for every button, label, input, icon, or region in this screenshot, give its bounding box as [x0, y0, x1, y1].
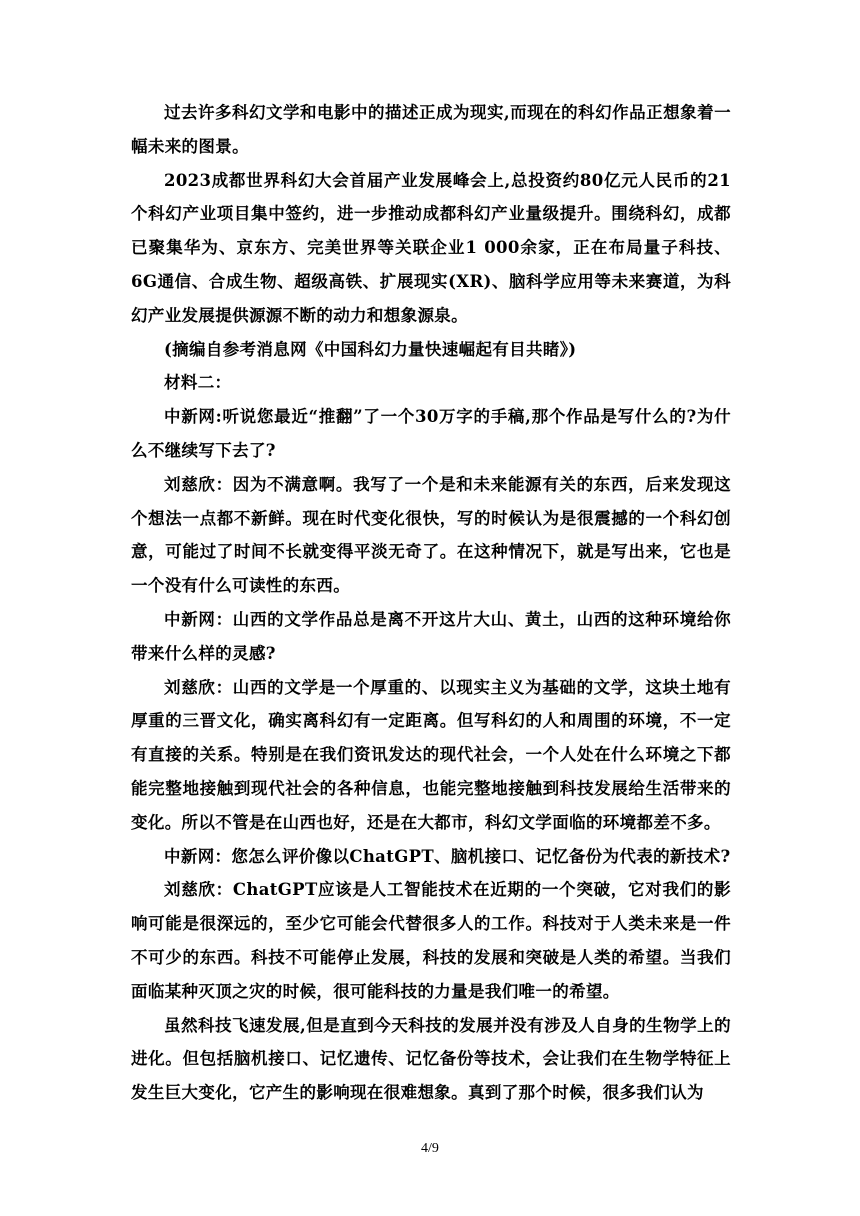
paragraph: 中新网：您怎么评价像以ChatGPT、脑机接口、记忆备份为代表的新技术?: [164, 846, 731, 866]
paragraph: 虽然科技飞速发展,但是直到今天科技的发展并没有涉及人自身的生物学上的进化。但包括脑机接口、记忆遗传、记忆备份等技术，会让我们在生物学特征上发生巨大变化，它产生的影响现在很难想象。真到了那个时候，很多我们认为: [131, 1015, 731, 1103]
paragraph: 中新网:听说您最近“推翻”了一个30万字的手稿,那个作品是写什么的?为什么不继续写下去了?: [131, 407, 731, 460]
paragraph: 刘慈欣：ChatGPT应该是人工智能技术在近期的一个突破，它对我们的影响可能是很深远的，至少它可能会代替很多人的工作。科技对于人类未来是一件不可少的东西。科技不可能停止发展，科技的发展和突破是人类的希望。当我们面临某种灭顶之灾的时候，很可能科技的力量是我们唯一的希望。: [131, 880, 731, 1001]
paragraph: 2023成都世界科幻大会首届产业发展峰会上,总投资约80亿元人民币的21个科幻产业项目集中签约，进一步推动成都科幻产业量级提升。围绕科幻，成都已聚集华为、京东方、完美世界等关联企业1 000余家，正在布局量子科技、6G通信、合成生物、超级高铁、扩展现实(XR)、脑科学应用等未来赛道，为科幻产业发展提供源源不断的动力和想象源泉。: [131, 170, 731, 325]
paragraph: 刘慈欣：山西的文学是一个厚重的、以现实主义为基础的文学，这块土地有厚重的三晋文化，确实离科幻有一定距离。但写科幻的人和周围的环境，不一定有直接的关系。特别是在我们资讯发达的现代社会，一个人处在什么环境之下都能完整地接触到现代社会的各种信息，也能完整地接触到科技发展给生活带来的变化。所以不管是在山西也好，还是在大都市，科幻文学面临的环境都差不多。: [131, 677, 731, 832]
paragraph: 中新网：山西的文学作品总是离不开这片大山、黄土，山西的这种环境给你带来什么样的灵感?: [131, 609, 731, 663]
page-number: 4/9: [421, 1141, 439, 1156]
citation: (摘编自参考消息网《中国科幻力量快速崛起有目共睹》): [164, 339, 577, 359]
paragraph: 过去许多科幻文学和电影中的描述正成为现实,而现在的科幻作品正想象着一幅未来的图景。: [131, 103, 731, 156]
section-heading: 材料二：: [164, 373, 232, 393]
document-body: [131, 96, 731, 1110]
paragraph: 刘慈欣：因为不满意啊。我写了一个是和未来能源有关的东西，后来发现这个想法一点都不新鲜。现在时代变化很快，写的时候认为是很震撼的一个科幻创意，可能过了时间不长就变得平淡无奇了。在这种情况下，就是写出来，它也是一个没有什么可读性的东西。: [131, 474, 731, 596]
